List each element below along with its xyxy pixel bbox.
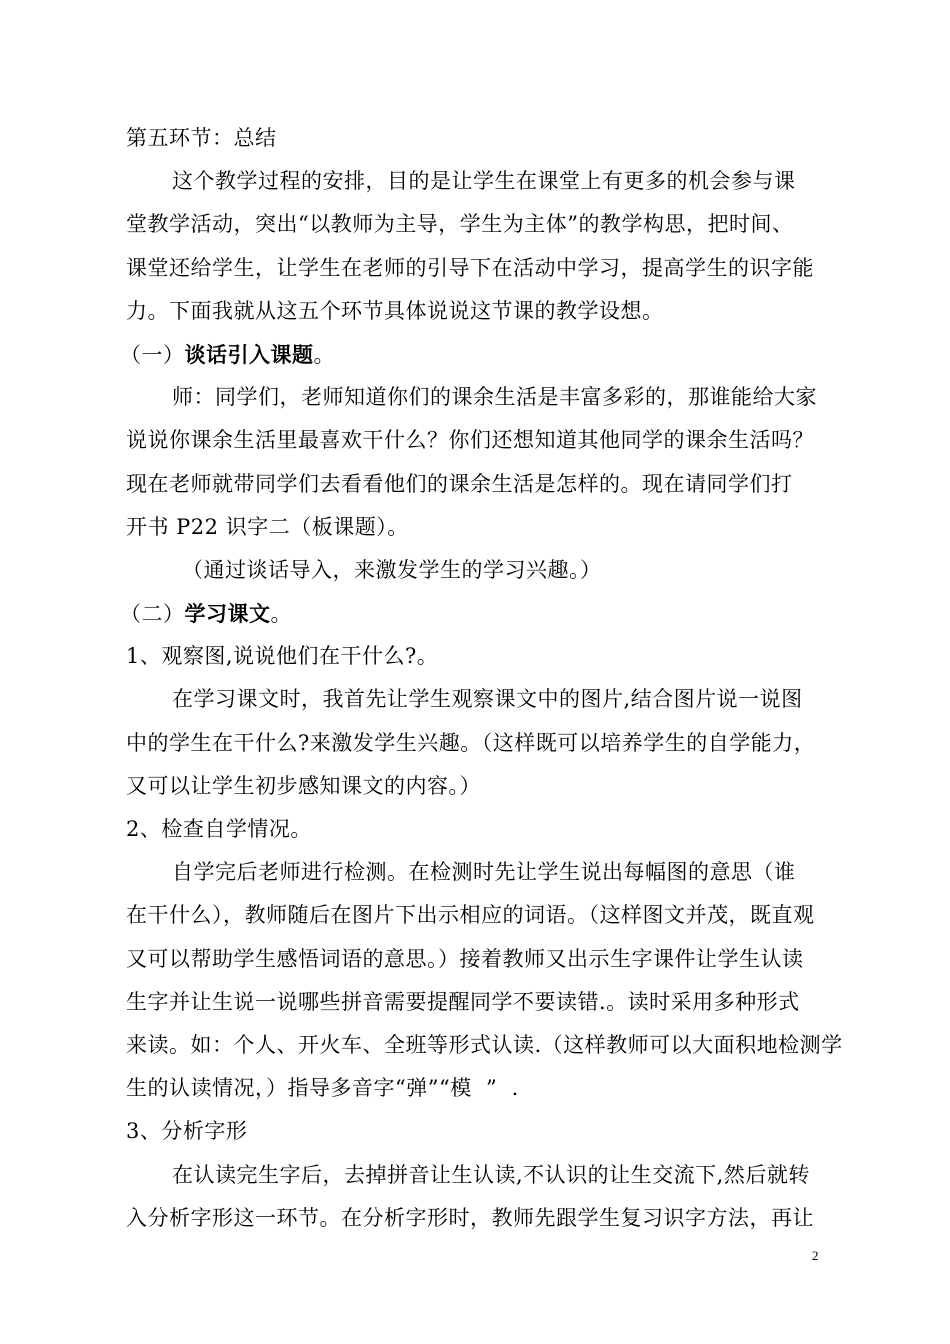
numbered-item-2: 2、检查自学情况。 — [126, 817, 312, 841]
section-heading-1 — [120, 333, 832, 376]
numbered-item-1: 1、观察图,说说他们在干什么?。 — [126, 644, 439, 669]
paragraph-first-line: 在学习课文时，我首先让学生观察课文中的图片,结合图片说一说图 — [172, 687, 803, 712]
text-line: 中的学生在干什么?来激发学生兴趣。（这样既可以培养学生的自学能力， — [126, 730, 816, 755]
text-line: 开书 P22 识字二（板课题）。 — [126, 514, 409, 539]
text-line: 又可以让学生初步感知课文的内容。） — [126, 773, 481, 798]
page-number: 2 — [812, 1248, 819, 1263]
heading-prefix: （二） — [120, 602, 185, 627]
text-line: 生的认读情况，）指导多音字“弹”“模 ” . — [126, 1076, 519, 1101]
text-line: 堂教学活动，突出“以教师为主导，学生为主体”的教学构思，把时间、 — [126, 212, 794, 237]
text-line: 现在老师就带同学们去看看他们的课余生活是怎样的。现在请同学们打 — [126, 471, 793, 496]
heading-prefix: （一） — [120, 342, 185, 367]
paragraph-first-line: 这个教学过程的安排，目的是让学生在课堂上有更多的机会参与课 — [172, 169, 796, 194]
numbered-item-3: 3、分析字形 — [126, 1119, 248, 1144]
text-line: 说说你课余生活里最喜欢干什么？你们还想知道其他同学的课余生活吗？ — [126, 428, 814, 453]
text-line: 又可以帮助学生感悟词语的意思。）接着教师又出示生字课件让学生认读 — [126, 946, 804, 971]
document-body — [120, 117, 843, 1240]
text-line: 在干什么），教师随后在图片下出示相应的词语。（这样图文并茂，既直观 — [126, 903, 815, 928]
paragraph-first-line: 师：同学们，老师知道你们的课余生活是丰富多彩的，那谁能给大家 — [172, 385, 817, 410]
heading-title: 学习课文 — [184, 601, 271, 627]
text-line: 力。下面我就从这五个环节具体说说这节课的教学设想。 — [126, 298, 664, 323]
text-line: 生字并让生说一说哪些拼音需要提醒同学不要读错.。读时采用多种形式 — [126, 989, 800, 1014]
heading-suffix: 。 — [270, 602, 292, 627]
text-line: 入分析字形这一环节。在分析字形时，教师先跟学生复习识字方法，再让 — [126, 1205, 814, 1230]
text-line: 来读。如：个人、开火车、全班等形式认读.（这样教师可以大面积地检测学 — [126, 1032, 843, 1057]
text-line: 课堂还给学生，让学生在老师的引导下在活动中学习，提高学生的识字能 — [126, 255, 814, 280]
paragraph-first-line: 自学完后老师进行检测。在检测时先让学生说出每幅图的意思（谁 — [172, 860, 796, 885]
note-line: （通过谈话导入，来激发学生的学习兴趣。） — [182, 557, 602, 582]
text-line: 第五环节：总结 — [126, 126, 277, 150]
section-heading-2 — [120, 592, 832, 635]
heading-suffix: 。 — [313, 342, 335, 367]
paragraph-first-line: 在认读完生字后，去掉拼音让生认读,不认识的让生交流下,然后就转 — [172, 1162, 810, 1187]
heading-title: 谈话引入课题 — [184, 341, 314, 367]
